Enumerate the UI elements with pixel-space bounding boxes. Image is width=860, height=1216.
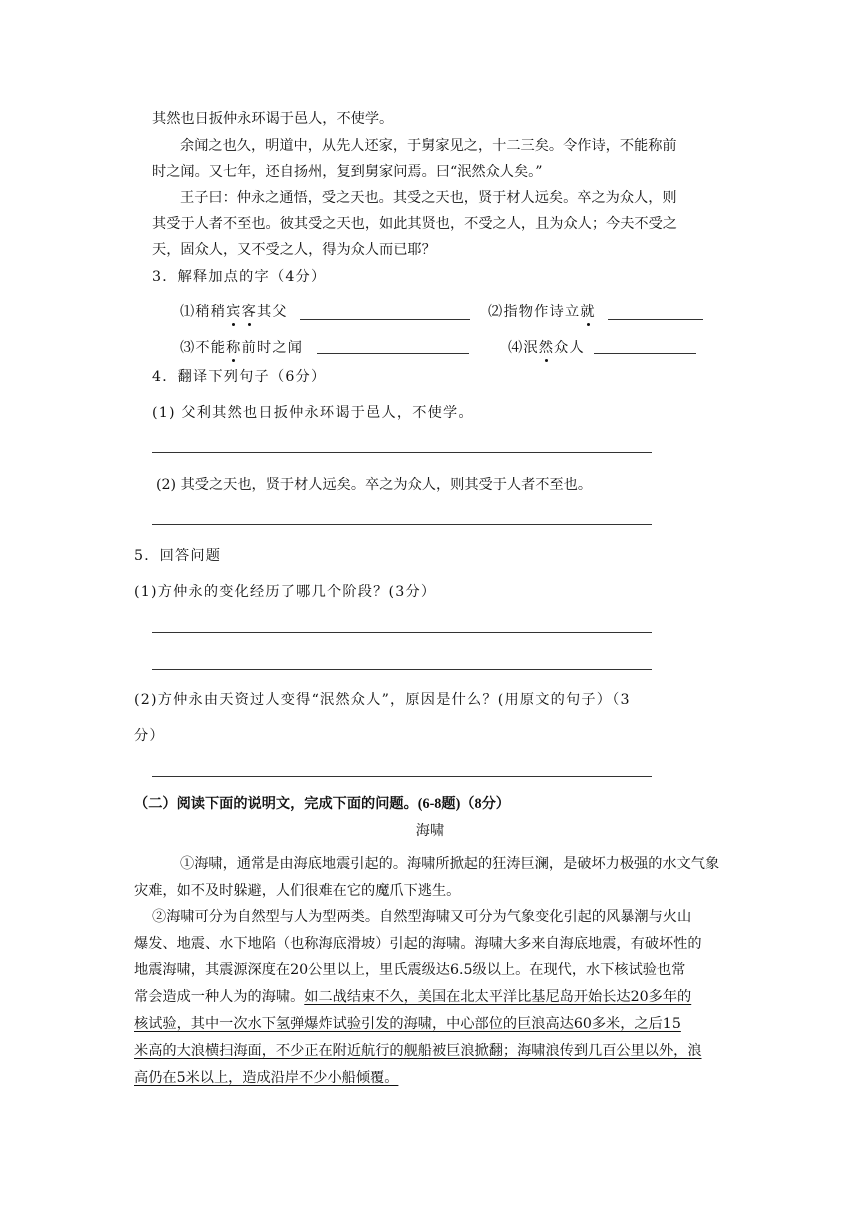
answer-line[interactable] <box>152 632 652 633</box>
q3-item-2 <box>488 303 596 321</box>
answer-line[interactable] <box>152 524 652 525</box>
question-4-title: 4．翻译下列句子（6分） <box>152 369 327 385</box>
question-5-title: 5．回答问题 <box>134 548 222 564</box>
article-text: 常会造成一种人为的海啸。 <box>134 989 305 1005</box>
q3-item-text: 前时之闻 <box>241 340 304 356</box>
article-line: ②海啸可分为自然型与人为型两类。自然型海啸又可分为气象变化引起的风暴潮与火山 <box>152 909 692 925</box>
answer-line[interactable] <box>152 776 652 777</box>
passage-line: 王子曰：仲永之通悟，受之天也。其受之天也，贤于材人远矣。卒之为众人，则 <box>180 190 677 206</box>
q5-sub-2: (2)方仲永由天资过人变得“泯然众人”，原因是什么？(用原文的句子）（3 <box>134 692 631 708</box>
dotted-char: 然 <box>538 340 555 356</box>
q3-item-text: 其父 <box>256 304 288 320</box>
passage-line: 其受于人者不至也。彼其受之天也，如此其贤也，不受之人，且为众人；今夫不受之 <box>152 216 677 232</box>
underlined-line: 高仍在5米以上，造成沿岸不少小船倾覆。 <box>134 1070 399 1086</box>
article-title: 海啸 <box>415 823 445 839</box>
article-line: ①海啸，通常是由海底地震引起的。海啸所掀起的狂涛巨澜，是破坏力极强的水文气象 <box>180 856 720 872</box>
q3-item-3 <box>180 339 303 357</box>
answer-line[interactable] <box>152 452 652 453</box>
passage-line: 其然也日扳仲永环谒于邑人，不使学。 <box>152 111 394 127</box>
answer-blank[interactable] <box>594 353 696 354</box>
q5-sub-2-cont: 分） <box>134 728 165 744</box>
question-3-title: 3．解释加点的字（4分） <box>152 269 327 285</box>
q4-sentence-2: (2) 其受之天也，贤于材人远矣。卒之为众人，则其受于人者不至也。 <box>156 477 593 493</box>
answer-blank[interactable] <box>608 319 703 320</box>
q3-item-1 <box>180 303 288 321</box>
answer-blank[interactable] <box>317 353 469 354</box>
passage-line: 余闻之也久，明道中，从先人还家，于舅家见之，十二三矣。令作诗，不能称前 <box>180 138 677 154</box>
section-heading: （二）阅读下面的说明文，完成下面的问题。(6-8题)（8分） <box>134 796 510 812</box>
q3-item-4 <box>508 339 585 357</box>
q3-item-text: ⑵指物作诗立 <box>488 304 581 320</box>
q3-item-text: ⑷泯 <box>508 340 539 356</box>
underlined-line: 核试验，其中一次水下氢弹爆炸试验引发的海啸，中心部位的巨浪高达60多米，之后15 <box>134 1016 681 1032</box>
passage-line: 天，固众人，又不受之人，得为众人而已耶？ <box>152 242 436 258</box>
article-line: 灾难，如不及时躲避，人们很难在它的魔爪下逃生。 <box>134 883 461 899</box>
q3-item-text: ⑶不能 <box>180 340 227 356</box>
article-line: 地震海啸，其震源深度在20公里以上，里氏震级达6.5级以上。在现代，水下核试验也常 <box>134 962 686 978</box>
dotted-char: 客 <box>241 304 257 320</box>
q3-item-text: ⑴稍稍 <box>180 304 227 320</box>
underlined-text: 如二战结束不久，美国在北太平洋比基尼岛开始长达20多年的 <box>304 989 692 1005</box>
dotted-char: 就 <box>580 304 596 320</box>
q3-item-text: 众人 <box>554 340 585 356</box>
article-line: 爆发、地震、水下地陷（也称海底滑坡）引起的海啸。海啸大多来自海底地震，有破坏性的 <box>134 936 702 952</box>
answer-line[interactable] <box>152 669 652 670</box>
q4-sentence-1: (1) 父利其然也日扳仲永环谒于邑人，不使学。 <box>152 405 474 421</box>
q5-sub-1: (1)方仲永的变化经历了哪几个阶段？(3分） <box>134 584 437 600</box>
passage-line: 时之闻。又七年，还自扬州，复到舅家问焉。曰“泯然众人矣。” <box>152 164 543 180</box>
answer-blank[interactable] <box>300 319 470 320</box>
underlined-line: 米高的大浪横扫海面，不少正在附近航行的舰船被巨浪掀翻；海啸浪传到几百公里以外，浪 <box>134 1043 702 1059</box>
article-line <box>134 988 691 1006</box>
dotted-char: 宾 <box>226 304 242 320</box>
dotted-char: 称 <box>226 340 242 356</box>
